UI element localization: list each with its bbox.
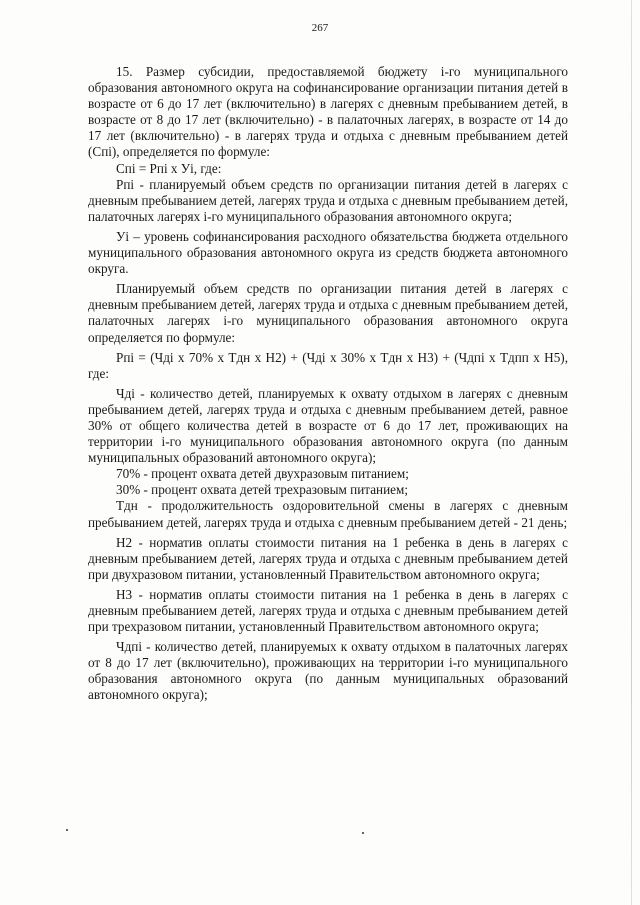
paragraph-cofinancing-level: Уi – уровень софинансирования расходного обязательства бюджета отдельного муниципального образования автономного округа из средств бюджета автономного округа. — [88, 228, 568, 277]
formula-subsidy: Cпi = Pпi x Уi, где: — [116, 160, 222, 176]
paragraph-shift-duration: Тдн - продолжительность оздоровительной смены в лагерях с дневным пребыванием детей, лагерях труда и отдыха с дневным пребыванием детей - 21 день; — [88, 498, 568, 530]
scan-dot-mark — [362, 832, 364, 834]
document-body — [88, 64, 568, 704]
paragraph-planned-volume-definition: Рпi - планируемый объем средств по организации питания детей в лагерях с дневным пребыванием детей, лагерях труда и отдыха с дневным пребыванием детей, палаточных лагерях i-го муниципального образования автономного округа; — [88, 176, 568, 224]
page-number: 267 — [311, 22, 329, 34]
scan-dot-mark — [66, 829, 68, 831]
paragraph-two-meals-percent: 70% - процент охвата детей двухразовым питанием; — [116, 466, 409, 482]
formula-planned-volume: Рпi = (Чдi x 70% x Тдн x Н2) + (Чдi x 30% x Тдн x Н3) + (Чдпi x Тдпп x Н5), где: — [88, 349, 568, 381]
paragraph-children-count: Чдi - количество детей, планируемых к охвату отдыхом в лагерях с дневным пребыванием детей, лагерях труда и отдыха с дневным пребыванием детей, равное 30% от общего количества детей в возрасте от 6 до 17 лет, проживающих на территории i-го муниципального образования автономного округа (по данным муниципальных образований автономного округа); — [88, 385, 568, 466]
paragraph-planned-volume-formula-intro: Планируемый объем средств по организации питания детей в лагерях с дневным пребыванием детей, лагерях труда и отдыха с дневным пребыванием детей, палаточных лагерях i-го муниципального образования автономного округа определяется по формуле: — [88, 281, 568, 345]
scan-edge-line — [631, 0, 632, 905]
paragraph-tent-camp-children: Чдпi - количество детей, планируемых к охвату отдыхом в палаточных лагерях от 8 до 17 лет (включительно), проживающих на территории i-го муниципального образования автономного округа (по данным муниципальных образований автономного округа); — [88, 639, 568, 703]
paragraph-norm-three-meals: Н3 - норматив оплаты стоимости питания на 1 ребенка в день в лагерях с дневным пребыванием детей, лагерях труда и отдыха с дневным пребыванием детей при трехразовом питании, установленный Правительством автономного округа; — [88, 586, 568, 635]
paragraph-three-meals-percent: 30% - процент охвата детей трехразовым питанием; — [116, 482, 409, 498]
paragraph-subsidy-size: 15. Размер субсидии, предоставляемой бюджету i-го муниципального образования автономного округа на софинансирование организации питания детей в возрасте от 6 до 17 лет (включительно) в лагерях с дневным пребыванием детей, в возрасте от 8 до 17 лет (включительно) - в палаточных лагерях, в возрасте от 14 до 17 лет (включительно) - в лагерях труда и отдыха с дневным пребыванием детей (Cпi), определяется по формуле: — [88, 64, 568, 160]
paragraph-norm-two-meals: Н2 - норматив оплаты стоимости питания на 1 ребенка в день в лагерях с дневным пребыванием детей, лагерях труда и отдыха с дневным пребыванием детей при двухразовом питании, установленный Правительством автономного округа; — [88, 534, 568, 582]
